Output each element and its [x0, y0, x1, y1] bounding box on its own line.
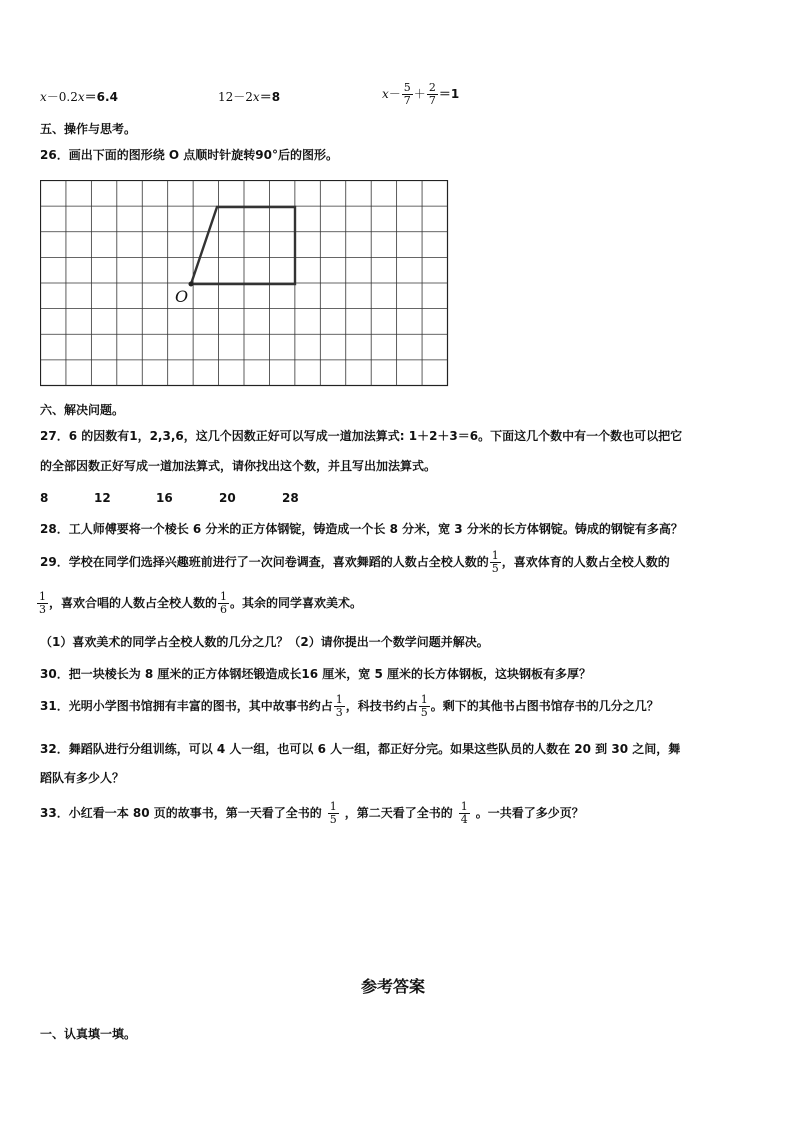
q31-text-1: 31．光明小学图书馆拥有丰富的图书，其中故事书约占: [40, 699, 333, 713]
question-27-line1: 27．6 的因数有1，2,3,6，这几个因数正好可以写成一道加法算式: 1＋2＋3＝6。下面这几个数中有一个数也可以把它: [40, 429, 683, 443]
q31-fraction-1: [334, 694, 345, 719]
q31-f1-denominator: 3: [335, 706, 343, 719]
rotation-grid: [40, 180, 450, 390]
question-29-line1: [40, 550, 670, 575]
q33-fraction-2: [459, 801, 470, 826]
q31-text-2: ，科技书约占: [345, 699, 418, 713]
eq1-var2: x: [77, 90, 85, 104]
q31-f1-numerator: 1: [335, 693, 343, 706]
origin-label: O: [175, 287, 189, 306]
q27-option-4: 20: [219, 491, 236, 505]
section-5-heading: 五、操作与思考。: [40, 122, 137, 136]
answer-section-1: 一、认真填一填。: [40, 1027, 137, 1041]
question-33: [40, 801, 584, 826]
eq3-f2-numerator: 2: [428, 81, 436, 94]
question-29-line2: [36, 591, 362, 616]
q27-option-2: 12: [94, 491, 111, 505]
eq1-rhs: ＝6.4: [84, 90, 118, 104]
q27-option-1: 8: [40, 491, 49, 505]
q29-text-3: ，喜欢合唱的人数占全校人数的: [49, 596, 218, 610]
eq1-rest: －0.2: [46, 90, 78, 104]
section-6-heading: 六、解决问题。: [40, 403, 125, 417]
q33-f1-numerator: 1: [329, 800, 337, 813]
question-28: 28．工人师傅要将一个棱长 6 分米的正方体钢锭，铸造成一个长 8 分米，宽 3 分米的长方体钢锭。铸成的钢锭有多高？: [40, 522, 683, 536]
eq3-fraction-2: [427, 82, 438, 107]
question-26: 26．画出下面的图形绕 O 点顺时针旋转90°后的图形。: [40, 148, 338, 162]
question-29-sub: （1）喜欢美术的同学占全校人数的几分之几？（2）请你提出一个数学问题并解决。: [40, 635, 489, 649]
q29-f3-numerator: 1: [220, 590, 228, 603]
q33-f2-numerator: 1: [460, 800, 468, 813]
q31-f2-denominator: 5: [420, 706, 428, 719]
q29-f2-denominator: 3: [39, 603, 46, 616]
q27-option-3: 16: [156, 491, 173, 505]
q29-fraction-3: [218, 591, 229, 616]
question-30: 30．把一块棱长为 8 厘米的正方体钢坯锻造成长16 厘米，宽 5 厘米的长方体钢板，这块钢板有多厚？: [40, 667, 591, 681]
q31-f2-numerator: 1: [420, 693, 428, 706]
eq3-minus: －: [388, 87, 401, 101]
eq2-rhs: ＝8: [259, 90, 281, 104]
question-27-line2: 的全部因数正好写成一道加法算式，请你找出这个数，并且写出加法算式。: [40, 459, 437, 473]
q29-fraction-1: [490, 550, 501, 575]
eq3-rhs: ＝1: [438, 87, 460, 101]
eq3-fraction-1: [402, 82, 413, 107]
q29-text-4: 。其余的同学喜欢美术。: [230, 596, 363, 610]
q29-f2-numerator: 1: [39, 590, 46, 603]
q27-option-5: 28: [282, 491, 299, 505]
equation-1: [40, 89, 118, 105]
q31-fraction-2: [419, 694, 430, 719]
question-32-line1: 32．舞蹈队进行分组训练，可以 4 人一组，也可以 6 人一组，都正好分完。如果这些队员的人数在 20 到 30 之间，舞: [40, 742, 681, 756]
question-31: [40, 694, 659, 719]
q33-f2-denominator: 4: [460, 813, 468, 826]
question-32-line2: 蹈队有多少人？: [40, 771, 125, 785]
q29-text-2: ，喜欢体育的人数占全校人数的: [501, 555, 670, 569]
equation-3: [382, 82, 459, 107]
q29-fraction-2: [37, 591, 48, 616]
eq3-plus: ＋: [413, 87, 426, 101]
eq2-lhs: 12－2: [218, 90, 253, 104]
eq3-f1-denominator: 7: [403, 94, 411, 107]
q33-text-1: 33．小红看一本 80 页的故事书，第一天看了全书的: [40, 806, 322, 820]
eq3-var: x: [382, 87, 389, 101]
q33-text-2: ，第二天看了全书的: [344, 806, 453, 820]
q29-f3-denominator: 6: [220, 603, 228, 616]
eq3-f1-numerator: 5: [403, 81, 411, 94]
origin-point: [189, 282, 194, 287]
eq1-var: x: [40, 90, 47, 104]
equation-2: [218, 89, 280, 105]
eq2-var: x: [252, 90, 260, 104]
q33-f1-denominator: 5: [329, 813, 337, 826]
q29-f1-numerator: 1: [491, 549, 499, 562]
q29-text-1: 29．学校在同学们选择兴趣班前进行了一次问卷调查，喜欢舞蹈的人数占全校人数的: [40, 555, 489, 569]
q31-text-3: 。剩下的其他书占图书馆存书的几分之几？: [430, 699, 659, 713]
q29-f1-denominator: 5: [491, 562, 499, 575]
eq3-f2-denominator: 7: [428, 94, 436, 107]
q33-fraction-1: [328, 801, 339, 826]
q33-text-3: 。一共看了多少页？: [475, 806, 584, 820]
figure-shape: [191, 207, 295, 284]
answer-title: 参考答案: [361, 977, 426, 996]
